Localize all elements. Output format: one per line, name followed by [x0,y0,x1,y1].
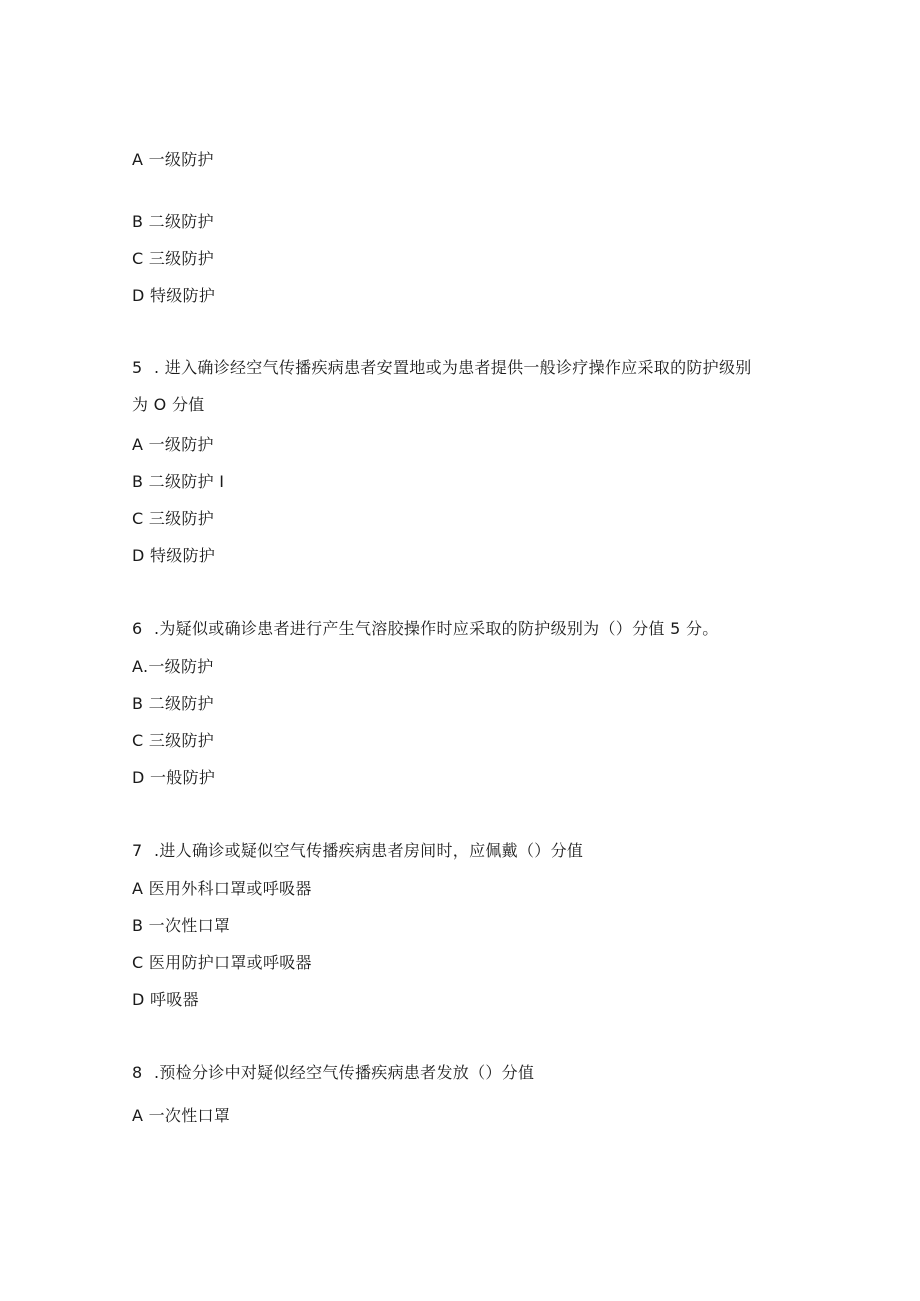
question-text: .预检分诊中对疑似经空气传播疾病患者发放（）分值 [154,1063,535,1082]
question-text: .进人确诊或疑似空气传播疾病患者房间时，应佩戴（）分值 [154,841,584,860]
option-7-c: C 医用防护口罩或呼吸器 [132,953,312,972]
question-number: 5 [132,358,143,377]
question-5-continuation: 为 O 分值 [132,395,205,414]
option-6-a: A.一级防护 [132,657,214,676]
option-8-a: A 一次性口罩 [132,1106,231,1125]
question-7 [132,840,583,862]
question-5 [132,357,752,379]
option-5-b: B 二级防护 I [132,472,225,491]
question-text: .为疑似或确诊患者进行产生气溶胶操作时应采取的防护级别为（）分值 5 分。 [154,619,719,638]
option-7-b: B 一次性口罩 [132,916,231,935]
option-6-b: B 二级防护 [132,694,214,713]
option-7-a: A 医用外科口罩或呼吸器 [132,879,312,898]
option-prev-a: A 一级防护 [132,150,214,169]
option-7-d: D 呼吸器 [132,990,199,1009]
option-6-d: D 一般防护 [132,768,216,787]
option-5-d: D 特级防护 [132,546,216,565]
question-text: . 进入确诊经空气传播疾病患者安置地或为患者提供一般诊疗操作应采取的防护级别 [154,358,752,377]
option-5-c: C 三级防护 [132,509,215,528]
option-prev-b: B 二级防护 [132,212,214,231]
question-number: 7 [132,841,143,860]
question-number: 8 [132,1063,143,1082]
option-5-a: A 一级防护 [132,435,214,454]
question-number: 6 [132,619,143,638]
question-8 [132,1062,534,1084]
option-prev-c: C 三级防护 [132,249,215,268]
option-6-c: C 三级防护 [132,731,215,750]
option-prev-d: D 特级防护 [132,286,216,305]
question-6 [132,618,719,640]
